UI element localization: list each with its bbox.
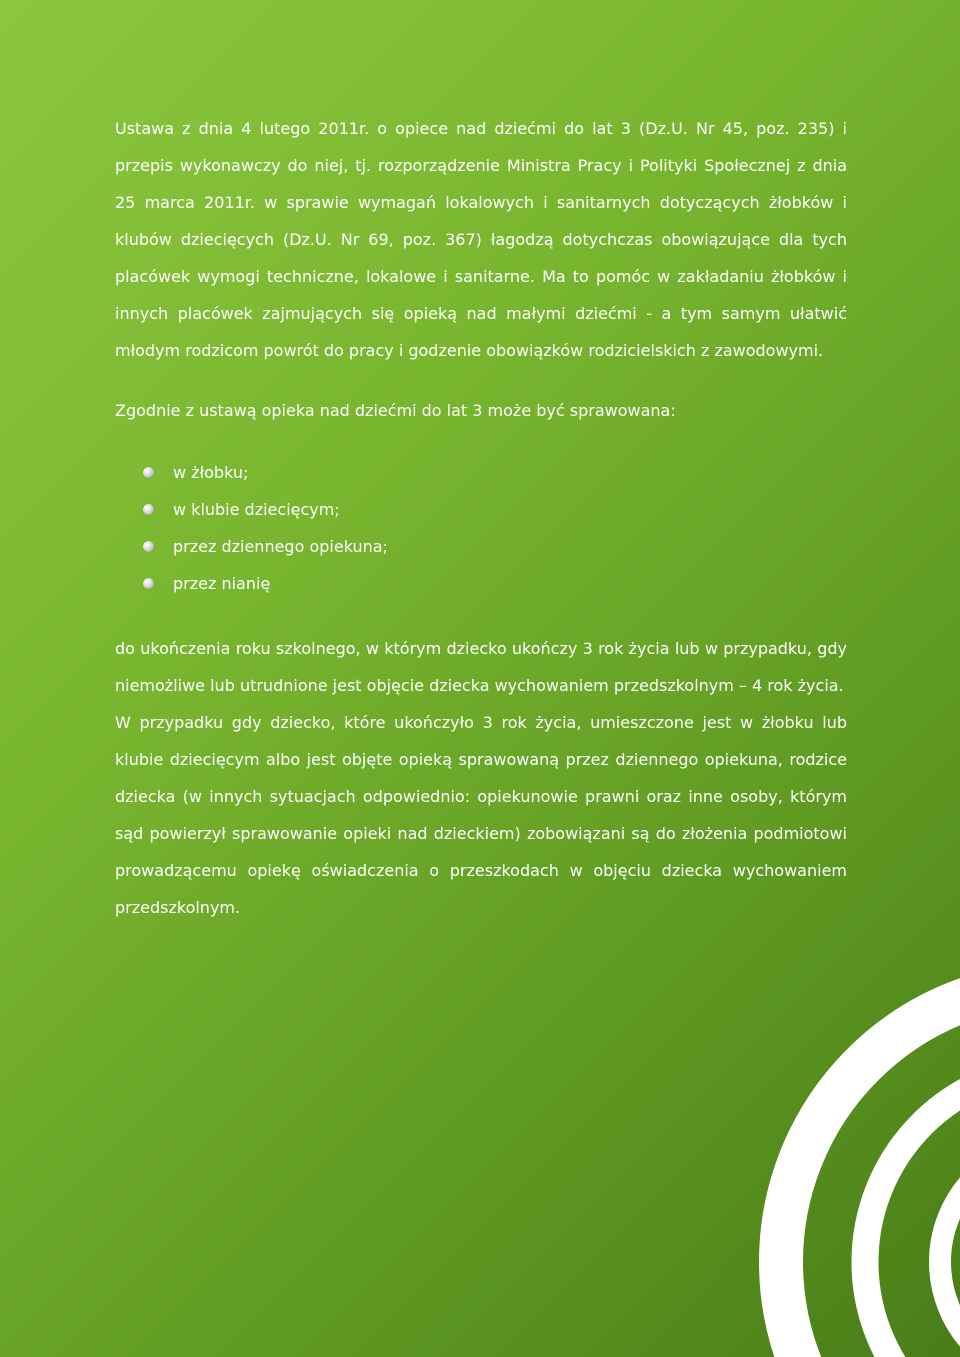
care-forms-list — [115, 454, 847, 602]
list-item-text: w żłobku; — [173, 463, 249, 482]
gray-sphere-bullet-icon — [143, 541, 154, 552]
list-item — [143, 565, 847, 602]
document-body — [115, 110, 847, 926]
gray-sphere-bullet-icon — [143, 578, 154, 589]
intro-paragraph: Ustawa z dnia 4 lutego 2011r. o opiece nad dziećmi do lat 3 (Dz.U. Nr 45, poz. 235) i przepis wykonawczy do niej, tj. rozporządzenie Ministra Pracy i Polityki Społecznej z dnia 25 marca 2011r. w sprawie wymagań lokalowych i sanitarnych dotyczących żłobków i klubów dziecięcych (Dz.U. Nr 69, poz. 367) łagodzą dotychczas obowiązujące dla tych placówek wymogi techniczne, lokalowe i sanitarne. Ma to pomóc w zakładaniu żłobków i innych placówek zajmujących się opieką nad małymi dziećmi - a tym samym ułatwić młodym rodzicom powrót do pracy i godzenie obowiązków rodzicielskich z zawodowymi. — [115, 119, 847, 360]
list-item — [143, 491, 847, 528]
list-item — [143, 528, 847, 565]
age-limit-paragraph: do ukończenia roku szkolnego, w którym dziecko ukończy 3 rok życia lub w przypadku, gdy niemożliwe lub utrudnione jest objęcie dziecka wychowaniem przedszkolnym – 4 rok życia. — [115, 639, 847, 695]
list-item-text: przez nianię — [173, 574, 271, 593]
middle-ring — [865, 1067, 960, 1357]
gray-sphere-bullet-icon — [143, 504, 154, 515]
list-item-text: przez dziennego opiekuna; — [173, 537, 388, 556]
outer-ring — [781, 983, 960, 1357]
care-forms-intro: Zgodnie z ustawą opieka nad dziećmi do lat 3 może być sprawowana: — [115, 401, 676, 420]
parents-obligation-paragraph: W przypadku gdy dziecko, które ukończyło 3 rok życia, umieszczone jest w żłobku lub klubie dziecięcym albo jest objęte opieką sprawowaną przez dziennego opiekuna, rodzice dziecka (w innych sytuacjach odpowiednio: opiekunowie prawni oraz inne osoby, którym sąd powierzył sprawowanie opieki nad dzieckiem) zobowiązani są do złożenia podmiotowi prowadzącemu opiekę oświadczenia o przeszkodach w objęciu dziecka wychowaniem przedszkolnym. — [115, 713, 847, 917]
list-item — [143, 454, 847, 491]
gray-sphere-bullet-icon — [143, 467, 154, 478]
inner-ring — [940, 1142, 960, 1357]
list-item-text: w klubie dziecięcym; — [173, 500, 340, 519]
